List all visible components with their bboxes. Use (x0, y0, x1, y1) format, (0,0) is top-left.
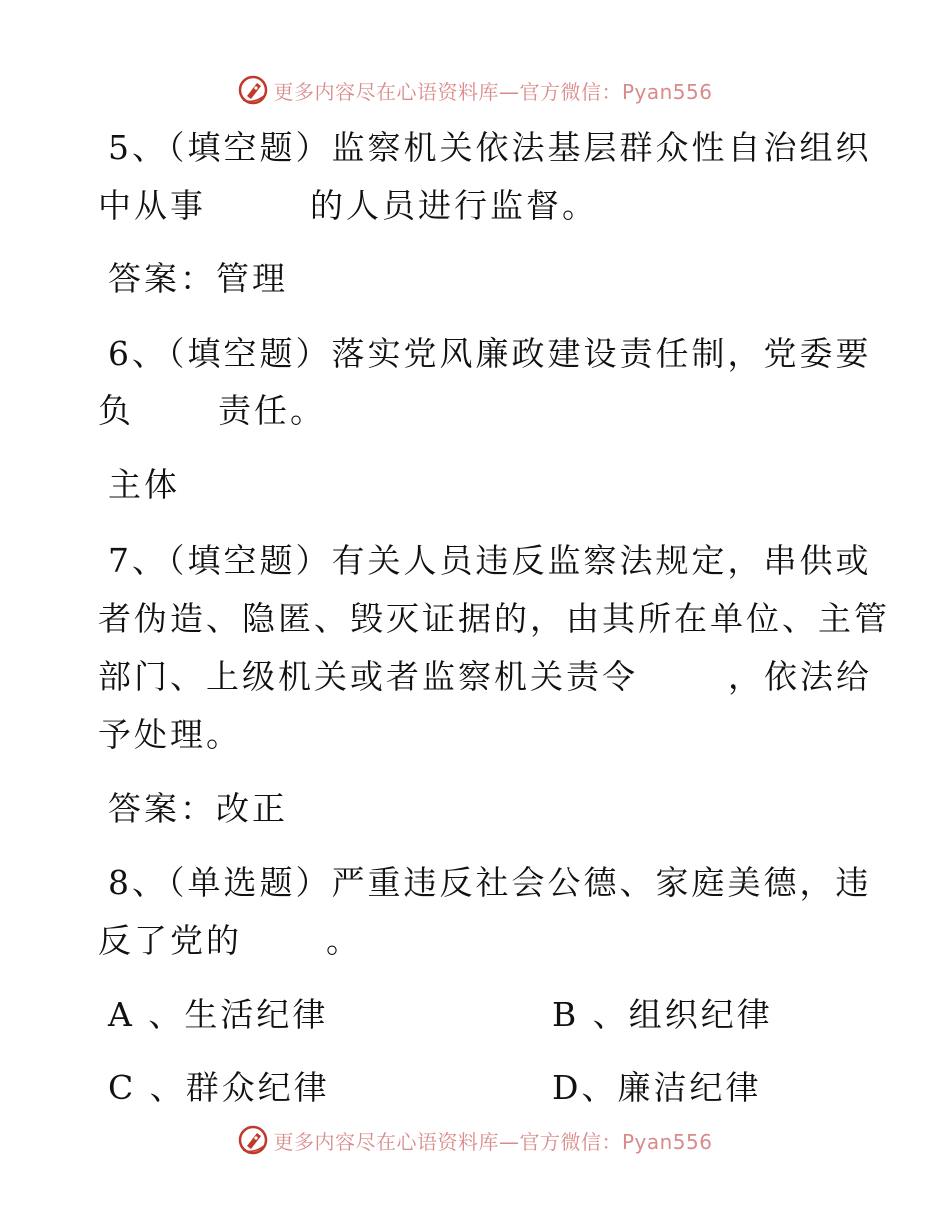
question-5-text-after-blank: 的人员进行监督。 (310, 186, 598, 225)
question-8-line-1: 8、（单选题）严重违反社会公德、家庭美德，违 (108, 863, 872, 902)
question-5-line-1: 5、（填空题）监察机关依法基层群众性自治组织 (108, 128, 872, 167)
question-8-text-before-blank: 反了党的 (98, 921, 242, 960)
question-5-text-before-blank: 中从事 (98, 186, 206, 225)
question-7-line-4: 予处理。 (98, 715, 242, 754)
question-8-line-2 (98, 921, 362, 961)
question-6-answer: 主体 (108, 465, 180, 504)
option-b: B 、组织纪律 (552, 995, 773, 1034)
watermark-banner-bottom (0, 1120, 950, 1160)
watermark-text: 更多内容尽在心语资料库—官方微信：Pyan556 (273, 1129, 713, 1154)
question-6-line-2 (98, 391, 326, 431)
question-6-text-after-blank: 责任。 (218, 391, 326, 430)
question-6-text-before-blank: 负 (98, 391, 134, 430)
question-7-line-1: 7、（填空题）有关人员违反监察法规定，串供或 (108, 541, 872, 580)
watermark-text: 更多内容尽在心语资料库—官方微信：Pyan556 (273, 79, 713, 104)
question-7-text-after-blank: ，依法给 (728, 657, 872, 696)
watermark-banner-top (0, 70, 950, 110)
pen-nib-circle-logo-icon (237, 1124, 269, 1156)
question-6-line-1: 6、（填空题）落实党风廉政建设责任制，党委要 (108, 334, 872, 373)
question-8-text-after-blank: 。 (326, 921, 362, 960)
question-7-text-before-blank: 部门、上级机关或者监察机关责令 (98, 657, 638, 696)
option-c: C 、群众纪律 (108, 1068, 330, 1107)
question-5-line-2 (98, 186, 598, 226)
option-d: D、廉洁纪律 (552, 1068, 762, 1107)
question-5-answer: 答案：管理 (108, 259, 288, 298)
question-7-line-3 (98, 657, 872, 697)
question-7-answer: 答案：改正 (108, 789, 288, 828)
question-7-line-2: 者伪造、隐匿、毁灭证据的，由其所在单位、主管 (98, 599, 890, 638)
option-a: A 、生活纪律 (108, 995, 329, 1034)
pen-nib-circle-logo-icon (237, 74, 269, 106)
